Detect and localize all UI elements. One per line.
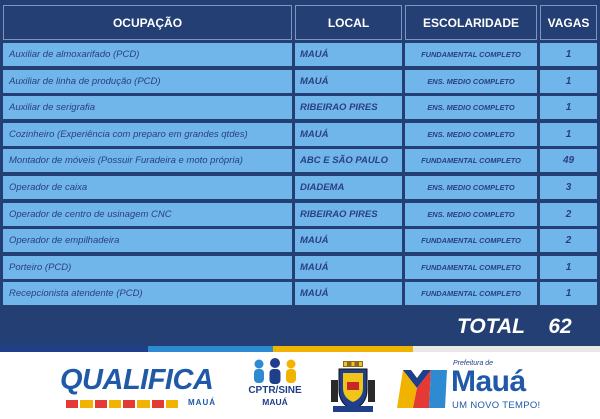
total-value: 62 [548, 315, 572, 338]
total-label: TOTAL [456, 315, 525, 338]
header-ocupacao: OCUPAÇÃO [3, 5, 292, 40]
people-icon [250, 358, 300, 384]
row-vagas: 1 [540, 256, 597, 279]
row-escolaridade: FUNDAMENTAL COMPLETO [405, 149, 537, 172]
cptr-sub: MAUÁ [262, 397, 288, 407]
row-ocupacao: Porteiro (PCD) [3, 256, 292, 279]
row-escolaridade: ENS. MEDIO COMPLETO [405, 70, 537, 93]
sponsor-footer [0, 352, 600, 419]
row-vagas: 3 [540, 176, 597, 199]
qualifica-logo [60, 362, 220, 410]
row-ocupacao: Auxiliar de linha de produção (PCD) [3, 70, 292, 93]
row-ocupacao: Cozinheiro (Experiência com preparo em grandes qtdes) [3, 123, 292, 146]
row-vagas: 1 [540, 123, 597, 146]
qualifica-wordmark: QUALIFICA [60, 364, 214, 396]
maua-m-icon [395, 366, 449, 410]
cptr-title: CPTR/SINE [248, 385, 302, 396]
row-ocupacao: Operador de empilhadeira [3, 229, 292, 252]
row-ocupacao: Auxiliar de serigrafia [3, 96, 292, 119]
row-ocupacao: Recepcionista atendente (PCD) [3, 282, 292, 305]
header-vagas: VAGAS [540, 5, 597, 40]
row-vagas: 2 [540, 203, 597, 226]
prefeitura-maua-logo [395, 360, 545, 416]
row-local: MAUÁ [295, 43, 402, 66]
row-local: MAUÁ [295, 282, 402, 305]
row-local: MAUÁ [295, 229, 402, 252]
row-local: MAUÁ [295, 70, 402, 93]
row-escolaridade: FUNDAMENTAL COMPLETO [405, 282, 537, 305]
row-local: RIBEIRAO PIRES [295, 203, 402, 226]
row-vagas: 1 [540, 96, 597, 119]
row-vagas: 1 [540, 43, 597, 66]
maua-prefeitura-text: Prefeitura de [453, 360, 494, 367]
row-local: MAUÁ [295, 123, 402, 146]
row-escolaridade: ENS. MEDIO COMPLETO [405, 176, 537, 199]
row-vagas: 1 [540, 282, 597, 305]
maua-wordmark: Mauá [451, 365, 526, 398]
cptr-sine-logo [244, 358, 306, 414]
qualifica-sub: MAUÁ [188, 398, 216, 407]
header-local: LOCAL [295, 5, 402, 40]
row-vagas: 1 [540, 70, 597, 93]
row-escolaridade: FUNDAMENTAL COMPLETO [405, 256, 537, 279]
row-local: RIBEIRAO PIRES [295, 96, 402, 119]
maua-slogan: UM NOVO TEMPO! [452, 400, 541, 411]
qualifica-decoration [66, 400, 178, 408]
row-vagas: 49 [540, 149, 597, 172]
row-ocupacao: Montador de móveis (Possuir Furadeira e moto própria) [3, 149, 292, 172]
row-escolaridade: ENS. MEDIO COMPLETO [405, 96, 537, 119]
header-escolaridade: ESCOLARIDADE [405, 5, 537, 40]
row-local: MAUÁ [295, 256, 402, 279]
city-crest-icon [329, 360, 377, 414]
row-escolaridade: FUNDAMENTAL COMPLETO [405, 229, 537, 252]
row-local: DIADEMA [295, 176, 402, 199]
row-escolaridade: ENS. MEDIO COMPLETO [405, 123, 537, 146]
row-escolaridade: FUNDAMENTAL COMPLETO [405, 43, 537, 66]
row-escolaridade: ENS. MEDIO COMPLETO [405, 203, 537, 226]
row-local: ABC E SÃO PAULO [295, 149, 402, 172]
row-ocupacao: Operador de centro de usinagem CNC [3, 203, 292, 226]
row-ocupacao: Operador de caixa [3, 176, 292, 199]
row-ocupacao: Auxiliar de almoxarifado (PCD) [3, 43, 292, 66]
row-vagas: 2 [540, 229, 597, 252]
